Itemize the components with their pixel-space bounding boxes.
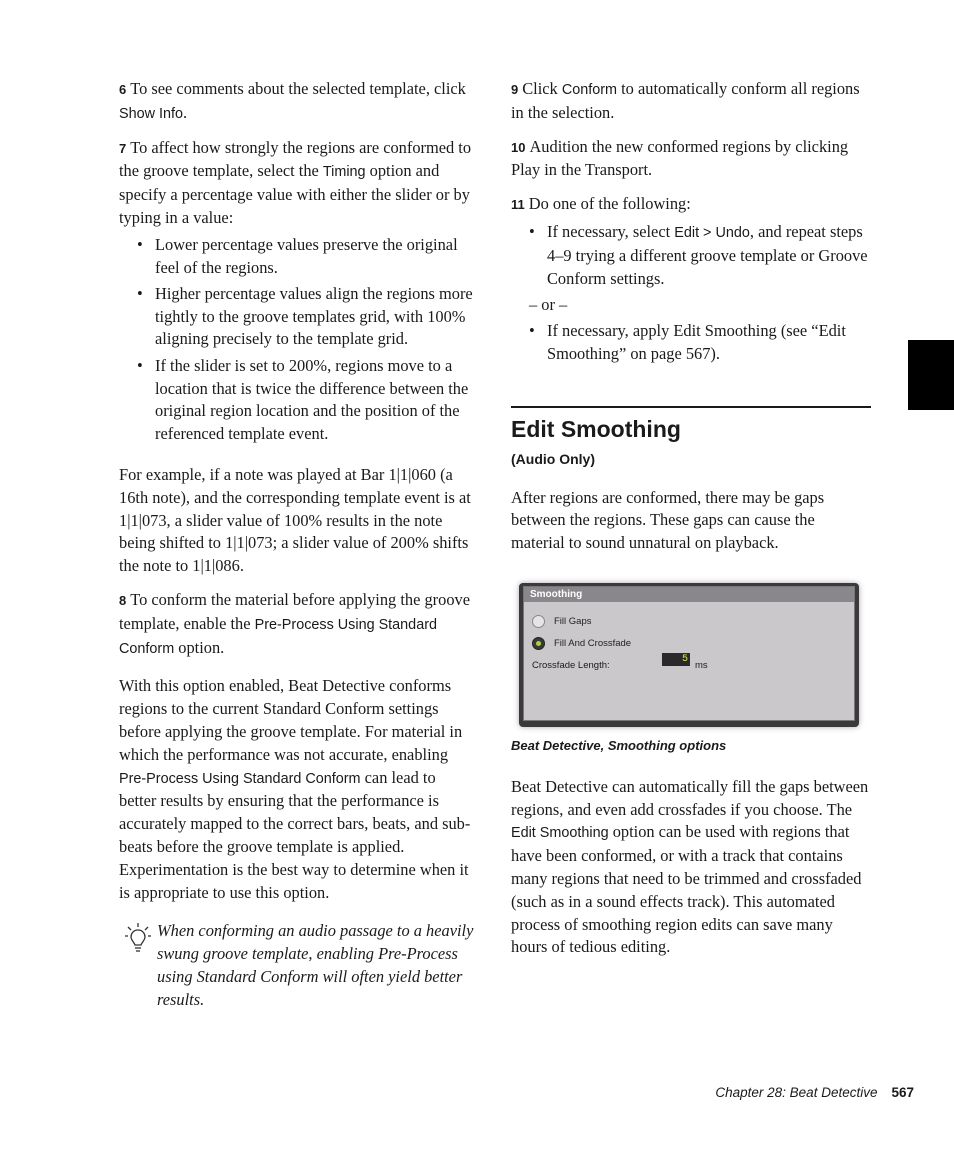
radio-button-selected[interactable] <box>532 637 545 650</box>
step-11 <box>511 193 871 366</box>
intro-paragraph: After regions are conformed, there may be gaps between the regions. These gaps can cause the material to sound unnatural on playback. <box>511 487 825 553</box>
ui-term: Pre-Process Using Standard Conform <box>119 616 437 657</box>
bullet-list <box>119 234 477 446</box>
chapter-tab <box>908 340 954 410</box>
fill-and-crossfade-option[interactable] <box>532 633 631 656</box>
paragraph-text: can lead to better results by ensuring that the performance is accurately mapped to the correct bars, beats, and sub-beats before the groove template is applied. Experimentation is the best way to determine when it is appropriate to use this option. <box>119 767 471 902</box>
crossfade-length-field[interactable]: 5 <box>662 653 690 666</box>
tip-note <box>119 920 477 1011</box>
option-label: Fill Gaps <box>554 615 592 627</box>
ui-term: Edit > Undo <box>674 224 750 241</box>
step-10 <box>511 136 871 183</box>
step-number: 6 <box>119 82 127 97</box>
paragraph-text: With this option enabled, Beat Detective conforms regions to the current Standard Conform settings before applying the groove template. For material in which the performance was not accurate, enabling <box>119 676 463 764</box>
step-text: To affect how strongly the regions are conformed to the groove template, select the <box>119 137 472 181</box>
list-item <box>547 221 871 290</box>
item-text: If necessary, select <box>547 221 675 241</box>
step-number: 11 <box>511 197 525 213</box>
step-text: Audition the new conformed regions by clicking Play in the Transport. <box>511 136 849 180</box>
step-text: option. <box>174 637 225 657</box>
step-text: Do one of the following: <box>528 194 691 214</box>
bullet-list <box>511 221 871 290</box>
example-paragraph: For example, if a note was played at Bar 1|1|060 (a 16th note), and the corresponding template event is at 1|1|073, a slider value of 100% results in the note being shifted to 1|1|073; a slider value of 200% shifts the note to 1|1|086. <box>119 464 471 576</box>
ui-term: Show Info <box>119 105 183 122</box>
ui-term: Conform <box>561 82 618 98</box>
step-7 <box>119 137 477 446</box>
fill-gaps-option[interactable] <box>532 611 591 634</box>
list-item: • Lower percentage values preserve the original feel of the regions. <box>155 234 477 280</box>
item-text: , and repeat steps 4–9 trying a different groove template or Groove Conform settings. <box>547 221 868 288</box>
figure-caption: Beat Detective, Smoothing options <box>511 737 727 753</box>
list-item: • If necessary, apply Edit Smoothing (see “Edit Smoothing” on page 567). <box>547 320 871 366</box>
lightbulb-icon <box>125 922 151 954</box>
step-text: option and specify a percentage value with either the slider or by typing in a value: <box>119 161 470 227</box>
or-separator: – or – <box>529 295 568 315</box>
ui-term: Edit Smoothing <box>511 825 609 842</box>
closing-paragraph <box>511 776 871 959</box>
option-label: Fill And Crossfade <box>554 637 632 649</box>
panel-title: Smoothing <box>524 587 854 602</box>
option-paragraph <box>119 675 477 904</box>
page-number: 567 <box>891 1085 914 1100</box>
list-item: • Higher percentage values align the regions more tightly to the groove templates grid, with 100% aligning precisely to the template grid. <box>155 283 477 351</box>
section-subheading: (Audio Only) <box>511 450 595 467</box>
bullet-list <box>511 320 871 366</box>
ui-term: Timing <box>322 164 366 181</box>
paragraph-text: Beat Detective can automatically fill the gaps between regions, and even add crossfades if you choose. The <box>511 776 869 819</box>
right-column <box>511 78 871 959</box>
page-footer <box>715 1085 914 1100</box>
crossfade-unit-label: ms <box>695 659 708 671</box>
step-number: 7 <box>119 140 127 156</box>
step-number: 10 <box>511 139 526 155</box>
list-item: • If the slider is set to 200%, regions move to a location that is twice the difference between the original region location and the position of the referenced template event. <box>155 355 477 446</box>
ui-term: Pre-Process Using Standard Conform <box>119 770 361 787</box>
left-column <box>119 78 477 1011</box>
step-6 <box>119 78 477 126</box>
crossfade-length-label: Crossfade Length: <box>532 659 610 671</box>
step-text: To conform the material before applying the groove template, enable the <box>119 589 470 633</box>
section-heading: Edit Smoothing <box>511 415 681 442</box>
chapter-title: Chapter 28: Beat Detective <box>715 1085 878 1100</box>
step-text: . <box>183 102 188 122</box>
section-rule <box>511 406 871 408</box>
paragraph-text: option can be used with regions that have been conformed, or with a track that contains many regions that need to be trimmed and crossfaded (such as in a sound effects track). This automated process of smoothing region edits can save many hours of tedious editing. <box>511 822 862 957</box>
step-number: 8 <box>119 592 127 608</box>
step-9 <box>511 78 871 125</box>
radio-button[interactable] <box>532 615 545 628</box>
smoothing-options-figure <box>519 583 859 727</box>
smoothing-panel <box>523 586 855 721</box>
step-number: 9 <box>511 82 519 97</box>
tip-text: When conforming an audio passage to a heavily swung groove template, enabling Pre-Process using Standard Conform will often yield better results. <box>157 921 474 1009</box>
step-text: Click <box>522 79 562 98</box>
step-8 <box>119 589 477 660</box>
step-text: To see comments about the selected template, click <box>130 79 466 98</box>
step-text: to automatically conform all regions in the selection. <box>511 79 860 122</box>
